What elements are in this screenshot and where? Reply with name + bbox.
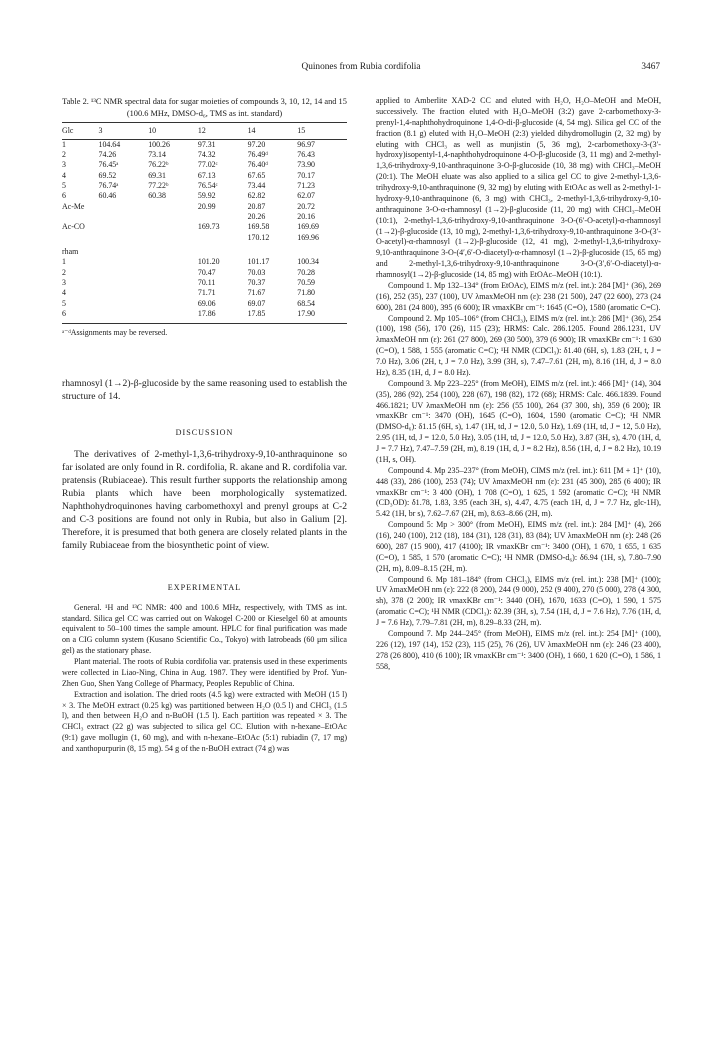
table-cell: 20.87 xyxy=(247,201,266,211)
table-cell: 70.47 xyxy=(197,267,216,277)
table-cell: 70.17 xyxy=(297,170,316,180)
plant-material-paragraph: Plant material. The roots of Rubia cordifolia var. pratensis used in these experiments were collected in Liao-Ning, China in Aug. 1987. They were identified by Prof. Yun-Zhen Guo, Shen Yang College of Pharmacy, Peoples Republic of China. xyxy=(62,657,347,688)
table-cell: 100.34 xyxy=(297,257,319,267)
table-cell: 70.11 xyxy=(197,278,216,287)
table-cell xyxy=(148,268,198,278)
table-header-cell: 12 xyxy=(198,123,248,139)
compound-7-paragraph: Compound 7. Mp 244–245° (from MeOH), EIMS m/z (rel. int.): 254 [M]⁺ (100), 226 (12), 197 (14), 152 (23), 115 (25), 76 (26), UV λmaxMeOH nm (ε): 246 (23 400), 278 (26 800), 410 (6 100); IR νmaxKBr cm⁻¹: 3400 (OH), 1 660, 1 620 (C=O), 1 586, 1 558, xyxy=(376,628,661,671)
page-number: 3467 xyxy=(641,62,660,72)
table-cell: 169.73 xyxy=(197,222,220,232)
table-cell: 3 xyxy=(62,160,66,170)
running-head xyxy=(62,62,660,76)
compound-2-paragraph: Compound 2. Mp 105–106° (from CHCl₃), EIMS m/z (rel. int.): 286 [M]⁺ (36), 254 (100), 198 (56), 170 (26), 115 (23); HRMS: Calc. 286.1205. Found 286.1231, UV λmaxMeOH nm (ε): 261 (27 800), 269 (30 500), 379 (6 900); IR νmaxKBr cm⁻¹: 1 630 (C=O), 1 588, 1 555 (aromatic C=C); ¹H NMR (CDCl₃): δ1.40 (6H, s), 1.83 (2H, t, J = 7.0 Hz), 3.06 (2H, t, J = 7.0 Hz), 3.99 (3H, s), 7.47–7.61 (2H, m), 8.16 (1H, d, J = 8.0 Hz), 8.35 (1H, d, J = 8.0 Hz). xyxy=(376,313,661,377)
table-cell: 69.06 xyxy=(197,298,216,308)
table-cell xyxy=(148,257,198,267)
table-cell: 77.02ᶜ xyxy=(197,160,218,170)
table-cell xyxy=(148,212,198,222)
table-cell xyxy=(198,212,248,222)
table-cell: 70.03 xyxy=(247,267,266,277)
table-cell: 71.67 xyxy=(247,288,266,298)
table-cell: 70.28 xyxy=(297,267,316,277)
table-cell: 62.82 xyxy=(247,191,266,201)
table-cell: 97.31 xyxy=(197,139,216,149)
table-row xyxy=(62,181,347,191)
table-cell: 74.26 xyxy=(98,149,117,159)
table-cell: 76.22ᵇ xyxy=(148,160,169,170)
table-cell: 62.07 xyxy=(297,191,316,201)
table-cell xyxy=(248,247,298,257)
table-cell: 5 xyxy=(62,180,66,190)
table-row xyxy=(62,202,347,212)
table-row xyxy=(62,309,347,324)
general-paragraph: General. ¹H and ¹³C NMR: 400 and 100.6 MHz, respectively, with TMS as int. standard. Silica gel CC was carried out on Wakogel C-200 or Kieselgel 60 at amounts equivalent to 50–100 times the sample amount. HPLC for final purification was made on a CIG column system (Kusano Scientific Co., Tokyo) with Iatrobeads (60 μm silica gel) as the stationary phase. xyxy=(62,602,347,656)
experimental-heading: EXPERIMENTAL xyxy=(167,583,242,593)
table-row xyxy=(62,288,347,298)
table-cell: 76.40ᵈ xyxy=(247,160,268,170)
table-cell: 2 xyxy=(62,267,66,277)
table-cell: Ac-CO xyxy=(62,222,85,232)
table-cell: 76.54ᶜ xyxy=(197,180,218,190)
table-cell: 3 xyxy=(62,278,66,287)
table-cell: 104.64 xyxy=(98,139,121,149)
table-cell: 69.31 xyxy=(148,170,166,180)
table-cell: 1 xyxy=(62,257,66,267)
compound-3-paragraph: Compound 3. Mp 223–225° (from MeOH), EIMS m/z (rel. int.): 466 [M]⁺ (14), 304 (35), 286 (92), 254 (100), 228 (67), 198 (82), 172 (68); HRMS: Calc. 466.1839. Found 466.1821; UV λmaxMeOH nm (ε): 256 (55 100), 264 (37 300, sh), 359 (6 200); IR νmaxKBr cm⁻¹: 3470 (OH), 1645 (C=O), 1604, 1590 (aromatic C=C); ¹H NMR (DMSO-d₆): δ1.15 (6H, s), 1.47 (1H, td, J = 12.0, 5.0 Hz), 1.69 (1H, td, J = 12, 5.0 Hz), 2.95 (1H, td, J = 12.0, 5.0 Hz), 3.05 (1H, td, J = 12.0, 5.0 Hz), 3.87 (3H, s), 4.70 (1H, d, J = 7.7 Hz), 7.47–7.59 (2H, m), 8.19 (1H, d, J = 8.2 Hz), 8.56 (1H, d, J = 8.2 Hz), 10.19 (1H, s, OH). xyxy=(376,378,661,464)
table-cell xyxy=(148,278,198,288)
table-row xyxy=(62,299,347,309)
table-cell: 76.74ᵃ xyxy=(98,180,119,190)
table-cell: 20.99 xyxy=(197,201,216,211)
table-header-cell: 3 xyxy=(99,123,149,139)
table-cell: 170.12 xyxy=(247,232,270,242)
table-row xyxy=(62,139,347,150)
table-cell xyxy=(148,222,198,232)
table-cell: 73.14 xyxy=(148,149,166,159)
table-cell: 5 xyxy=(62,298,66,308)
table-cell xyxy=(198,247,248,257)
nmr-table xyxy=(62,122,347,324)
table-header-cell: 14 xyxy=(248,123,298,139)
table-cell: 67.65 xyxy=(247,170,266,180)
table-cell: 6 xyxy=(62,309,99,324)
table-cell: 169.96 xyxy=(297,232,319,242)
table-cell: 20.26 xyxy=(247,211,266,221)
compound-6-paragraph: Compound 6. Mp 181–184° (from CHCl₃), EIMS m/z (rel. int.): 238 [M]⁺ (100); UV λmaxMeOH nm (ε): 222 (8 200), 244 (9 000), 252 (9 400), 270 (5 000), 278 (4 300, sh), 378 (2 200); IR νmaxKBr cm⁻¹: 3440 (OH), 1670, 1633 (C=O), 1 590, 1 575 (aromatic C=C); ¹H NMR (CDCl₃): δ2.39 (3H, s), 7.54 (1H, d, J = 7.6 Hz), 7.76 (1H, d, J = 7.6 Hz), 7.79–7.81 (2H, m), 8.29–8.33 (2H, m). xyxy=(376,574,661,627)
table-cell: Ac-Me xyxy=(62,201,85,211)
table-cell: 73.44 xyxy=(247,180,266,190)
table-cell: 60.38 xyxy=(148,191,166,201)
table-cell: 71.80 xyxy=(297,288,316,298)
table-cell: 69.07 xyxy=(247,298,266,308)
table-cell xyxy=(148,247,198,257)
table-cell: 71.23 xyxy=(297,180,316,190)
table-cell: 169.69 xyxy=(297,222,319,232)
compound-4-paragraph: Compound 4. Mp 235–237° (from MeOH), CIMS m/z (rel. int.): 611 [M + 1]⁺ (10), 448 (33), 286 (100), 253 (74); UV λmaxMeOH nm (ε): 231 (45 300), 285 (6 400); IR νmaxKBr cm⁻¹: 3 400 (OH), 1 708 (C=O), 1 625, 1 592 (aromatic C=C); ¹H NMR (CD₃OD): δ1.78, 1.83, 3.95 (each 3H, s), 4.47, 4.75 (each 1H, d, J = 7.7 Hz, glc-1H), 5.42 (1H, br s), 7.62–7.67 (2H, m), 8.63–8.66 (2H, m). xyxy=(376,465,661,519)
table-row xyxy=(62,233,347,243)
table-cell: 169.58 xyxy=(247,222,270,232)
table-row xyxy=(62,247,347,257)
compound-5-paragraph: Compound 5: Mp > 300° (from MeOH), EIMS m/z (rel. int.): 284 [M]⁺ (4), 266 (16), 240 (100), 212 (18), 184 (31), 128 (31), 83 (84); UV λmaxMeOH nm (ε): 248 (26 600), 287 (15 900), 417 (4100); IR νmaxKBr cm⁻¹: 3400 (OH), 1 670, 1 655, 1 635 (C=O), 1 585, 1 570 (aromatic C=C); ¹H NMR (DMSO-d₆): δ6.94 (1H, s), 7.80–7.90 (2H, m), 8.09–8.15 (2H, m). xyxy=(376,520,661,573)
table-row xyxy=(62,268,347,278)
table-cell xyxy=(99,212,149,222)
extraction-paragraph: Extraction and isolation. The dried roots (4.5 kg) were extracted with MeOH (15 l) × 3. The MeOH extract (0.25 kg) was partitioned between H₂O (0.5 l) and CHCl₃ (1.5 l), and then between H₂O and n-BuOH (1.5 l). Each partition was repeated × 3. The CHCl₃ extract (22 g) was subjected to silica gel CC. Elution with n-hexane–EtOAc (9:1) gave mollugin (1, 60 mg), and with n-hexane–EtOAc (5:1) rubiadin (7, 17 mg) and xanthopurpurin (8, 15 mg). 54 g of the n-BuOH extract (74 g) was xyxy=(62,689,347,753)
compound-1-paragraph: Compound 1. Mp 132–134° (from EtOAc), EIMS m/z (rel. int.): 284 [M]⁺ (36), 269 (16), 252 (35), 237 (100), UV λmaxMeOH nm (ε): 238 (21 500), 247 (22 600), 273 (24 600), 281 (24 800), 395 (6 600); IR νmaxKBr cm⁻¹: 1645 (C=O), 1580 (aromatic C=C). xyxy=(376,280,661,312)
table-row xyxy=(62,171,347,181)
table-row xyxy=(62,150,347,160)
discussion-paragraph: The derivatives of 2-methyl-1,3,6-trihydroxy-9,10-anthraquinone so far isolated are only found in R. cordifolia, R. akane and R. cordifolia var. pratensis (Rubiaceae). This result further supports the relationship among Rubia plants which have been morphologically systematized. Naphthohydroquinones having carbomethoxyl and prenyl groups at C-2 and C-3 positions are found not only in Rubia, but also in Galium [2]. Therefore, it is presumed that both genera are closely related plants in the family Rubiaceae from the biosynthetic point of view. xyxy=(62,448,347,551)
table-cell: 77.22ᵇ xyxy=(148,180,169,190)
running-title: Quinones from Rubia cordifolia xyxy=(301,62,421,72)
table-header-row xyxy=(62,123,347,139)
table-cell: 101.17 xyxy=(247,257,270,267)
table-cell xyxy=(99,268,149,278)
table-cell xyxy=(148,202,198,212)
table-cell: 97.20 xyxy=(247,139,266,149)
table-row xyxy=(62,222,347,232)
left-column xyxy=(62,96,347,755)
table-cell: 67.13 xyxy=(197,170,216,180)
table-cell: 20.72 xyxy=(297,201,316,211)
table-cell xyxy=(99,202,149,212)
table-row xyxy=(62,257,347,267)
table-row xyxy=(62,212,347,222)
table-cell xyxy=(99,299,149,309)
table-header-cell: 15 xyxy=(297,123,347,139)
table-cell xyxy=(99,222,149,232)
table-caption: Table 2. ¹³C NMR spectral data for sugar moieties of compounds 3, 10, 12, 14 and 15 (100.6 MHz, DMSO-d₆, TMS as int. standard) xyxy=(62,97,347,118)
table-cell xyxy=(148,288,198,298)
table-cell xyxy=(99,233,149,243)
table-cell: 100.26 xyxy=(148,139,170,149)
table-row xyxy=(62,191,347,201)
discussion-heading: DISCUSSION xyxy=(175,428,234,438)
table-footnote: ᵃ⁻ᵈAssignments may be reversed. xyxy=(62,328,168,338)
table-cell xyxy=(99,288,149,298)
table-cell: 6 xyxy=(62,191,66,201)
table-cell: 76.43 xyxy=(297,149,316,159)
isolation-continued-paragraph: applied to Amberlite XAD-2 CC and eluted with H₂O, H₂O–MeOH and MeOH, successively. The fraction eluted with H₂O–MeOH (3:2) gave 2-carbomethoxy-3-prenyl-1,4-naphthohydroquinone 1,4-O-di-β-glucoside (4, 54 mg). Silica gel CC of the fraction (8.1 g) eluted with H₂O–MeOH (2:3) yielded dihydromollugin (2, 32 mg) by eluting with CHCl₃ as well as munjistin (5, 36 mg), 2-carbomethoxy-3-(3′-hydroxy)isopentyl-1,4-naphthohydroquinone 4-O-β-glucoside (3, 11 mg) and 2-methyl-1,3,6-trihydroxy-9,10-anthraquinone 3-O-β-glucoside (10, 38 mg) with CHCl₃–MeOH (20:1). The MeOH eluate was also applied to a silica gel CC to give 2-methyl-1,3,6-trihydroxy-9,10-anthraquinone (9, 32 mg) by eluting with EtOAc as well as 2-methyl-1-hydroxy-9,10-anthraquinone (6, 3 mg) with CHCl₃, 2-methyl-1,3,6-trihydroxy-9,10-anthraquinone 3-O-α-rhamnosyl (1→2)-β-glucoside (11, 20 mg) with CHCl₃–MeOH (10:1), 2-methyl-1,3,6-trihydroxy-9,10-anthraquinone 3-O-(6′-O-acetyl)-α-rhamnosyl (1→2)-β-glucoside (13, 10 mg), 2-methyl-1,3,6-trihydroxy-9,10-anthraquinone 3-O-(3′-O-acetyl)-α-rhamnosyl (1→2)-β-glucoside (12, 41 mg), 2-methyl-1,3,6-trihydroxy-9,10-anthraquinone 3-O-(4′,6′-O-diacetyl)-α-rhamnosyl (1→2)-β-glucoside (15, 65 mg) and 2-methyl-1,3,6-trihydroxy-9,10-anthraquinone 3-O-(3′,6′-O-diacetyl)-α-rhamnosyl(1→2)-β-glucoside (14, 85 mg) with EtOAc–MeOH (10:1). xyxy=(376,96,661,279)
table-cell: 4 xyxy=(62,170,66,180)
table-cell xyxy=(62,212,99,222)
table-cell: 59.92 xyxy=(197,191,216,201)
table-cell: 96.97 xyxy=(297,139,316,149)
table-cell: 4 xyxy=(62,288,66,298)
table-cell: 68.54 xyxy=(297,298,316,308)
table-cell xyxy=(148,233,198,243)
table-cell xyxy=(62,233,99,243)
table-cell xyxy=(198,233,248,243)
table-cell xyxy=(99,278,149,288)
table-cell xyxy=(297,247,347,257)
table-cell xyxy=(99,309,149,324)
table-cell: 70.59 xyxy=(297,278,316,287)
table-cell: 17.86 xyxy=(198,309,248,324)
right-column xyxy=(376,96,661,672)
table-cell: 71.71 xyxy=(197,288,216,298)
table-cell: 70.37 xyxy=(247,278,266,287)
table-cell: 74.32 xyxy=(197,149,216,159)
table-cell xyxy=(148,299,198,309)
table-cell xyxy=(148,309,198,324)
table-cell: 69.52 xyxy=(98,170,117,180)
table-cell: 73.90 xyxy=(297,160,316,170)
table-cell xyxy=(99,257,149,267)
table-cell: 17.85 xyxy=(248,309,298,324)
table-cell: 76.49ᵈ xyxy=(247,149,268,159)
table-cell: 76.45ᵃ xyxy=(98,160,119,170)
table-body xyxy=(62,139,347,324)
intro-paragraph: rhamnosyl (1→2)-β-glucoside by the same reasoning used to establish the structure of 14. xyxy=(62,377,347,403)
table-cell: 2 xyxy=(62,149,66,159)
table-cell: 17.90 xyxy=(297,309,347,324)
table-cell: 20.16 xyxy=(297,211,316,221)
table-cell: 101.20 xyxy=(197,257,220,267)
table-cell xyxy=(99,247,149,257)
table-cell: 60.46 xyxy=(98,191,117,201)
table-row xyxy=(62,278,347,288)
table-header-cell: 10 xyxy=(148,123,198,139)
table-header-cell: Glc xyxy=(62,123,99,139)
table-cell: 1 xyxy=(62,139,66,149)
table-row xyxy=(62,160,347,170)
table-cell: rham xyxy=(62,246,79,256)
